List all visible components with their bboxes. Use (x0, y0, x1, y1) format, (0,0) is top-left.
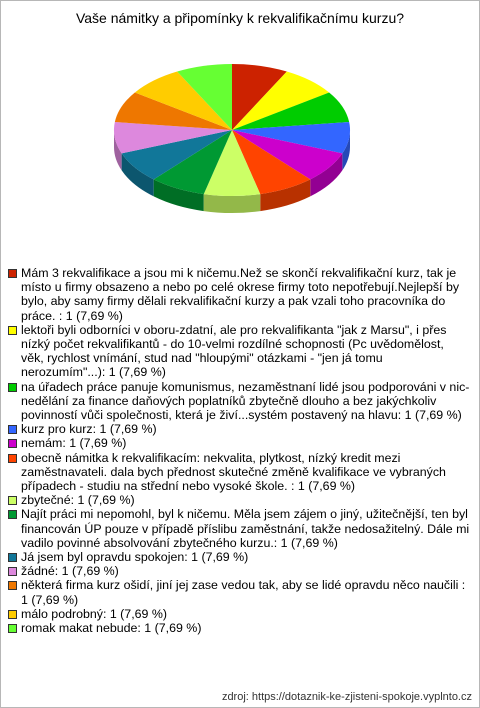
legend-swatch (8, 425, 17, 434)
legend-swatch (8, 326, 17, 335)
legend-label: kurz pro kurz: 1 (7,69 %) (21, 422, 157, 437)
legend-swatch (8, 567, 17, 576)
chart-legend (8, 266, 470, 635)
legend-item (8, 607, 470, 621)
legend-swatch (8, 581, 17, 590)
legend-label: Já jsem byl opravdu spokojen: 1 (7,69 %) (21, 550, 249, 565)
legend-label: některá firma kurz ošidí, jiní jej zase vedou tak, aby se lidé opravdu něco naučili : 1 (7,69 %) (21, 578, 466, 607)
legend-item (8, 578, 470, 606)
legend-swatch (8, 454, 17, 463)
legend-swatch (8, 269, 17, 278)
legend-swatch (8, 496, 17, 505)
legend-item (8, 493, 470, 507)
legend-item (8, 380, 470, 423)
pie-chart (0, 40, 480, 240)
legend-label: na úřadech práce panuje komunismus, nezaměstnaní lidé jsou podporováni v nic-nedělání za finance daňových poplatníků zbytečně dlouho a bez jakýchkoliv povinností vůči společnosti, která je živí...systém postavený na hlavu: 1 (7,69 %) (21, 379, 470, 423)
legend-swatch (8, 553, 17, 562)
legend-item (8, 436, 470, 450)
legend-item (8, 323, 470, 380)
legend-swatch (8, 383, 17, 392)
legend-label: romak makat nebude: 1 (7,69 %) (21, 621, 202, 636)
legend-swatch (8, 624, 17, 633)
legend-swatch (8, 510, 17, 519)
legend-item (8, 422, 470, 436)
legend-label: Mám 3 rekvalifikace a jsou mi k ničemu.Než se skončí rekvalifikační kurz, tak je místo u firmy obsazeno a nebo po celé okrese firmy toto nepotřebují.Nejlepší by bylo, aby samy firmy dělali rekvalifikační kurzy a pak vzali toho pracovníka do práce. : 1 (7,69 %) (21, 266, 460, 323)
legend-swatch (8, 610, 17, 619)
legend-item (8, 564, 470, 578)
legend-label: nemám: 1 (7,69 %) (21, 436, 127, 451)
source-note: zdroj: https://dotaznik-ke-zjisteni-spokoje.vyplnto.cz (221, 691, 472, 703)
legend-label: lektoři byli odborníci v oboru-zdatní, ale pro rekvalifikanta "jak z Marsu", i přes nízký počet rekvalifikantů - do 10-velmi rozdílné schopnosti (Pc uvědomělost, věk, rychlost vnímání, stud nad "hloupými" otázkami - "jen já tomu nerozumím"...): 1 (7,69 %) (21, 322, 447, 380)
legend-label: žádné: 1 (7,69 %) (21, 564, 119, 579)
legend-item (8, 507, 470, 550)
legend-label: zbytečné: 1 (7,69 %) (21, 493, 135, 508)
legend-item (8, 550, 470, 564)
legend-label: obecně námitka k rekvalifikacím: nekvalita, plytkost, nízký kredit mezi zaměstnavateli. dala bych přednost skutečné změně kvalifikace ve vybraných případech - studiu na střední nebo vysoké škole. : 1 (7,69 %) (21, 450, 446, 494)
legend-item (8, 451, 470, 494)
legend-label: málo podrobný: 1 (7,69 %) (21, 606, 168, 621)
legend-item (8, 266, 470, 323)
legend-item (8, 621, 470, 635)
legend-label: Najít práci mi nepomohl, byl k ničemu. Měla jsem zájem o jiný, užitečnější, ten byl financován ÚP pouze v případě příslibu zaměstnání, takže nedosažitelný. Dále mi vadilo povinné absolvování zbytečného kurzu.: 1 (7,69 %) (21, 507, 470, 550)
chart-title: Vaše námitky a připomínky k rekvalifikačnímu kurzu? (75, 10, 405, 26)
legend-swatch (8, 439, 17, 448)
pie-slice-side-7 (204, 194, 260, 213)
